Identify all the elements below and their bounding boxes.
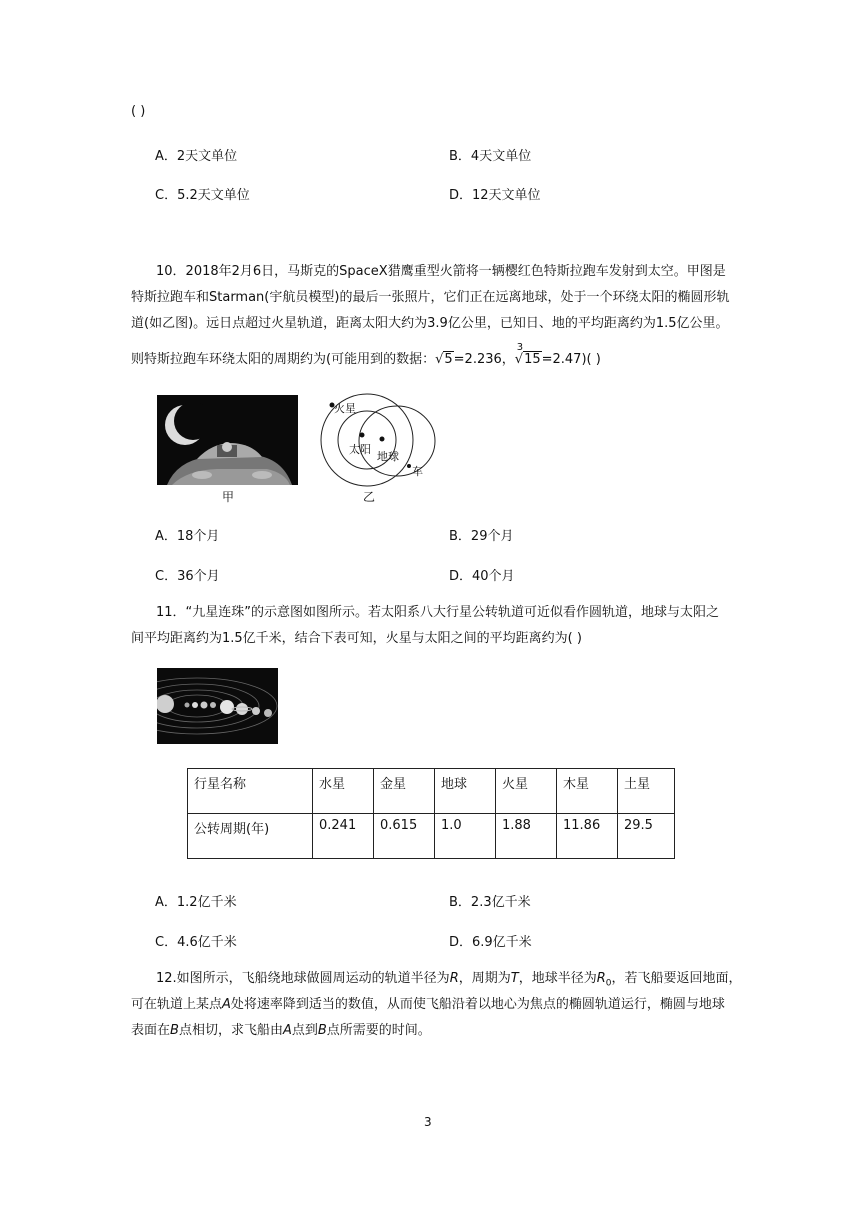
q12-text: 点所需要的时间。 (326, 1023, 431, 1038)
var-b: B (170, 1023, 179, 1038)
table-cell: 地球 (435, 769, 496, 814)
cbrt-15-radicand: 15 (524, 352, 541, 367)
q12-text: 点相切，求飞船由 (178, 1023, 283, 1038)
q11-line-1: 11．“九星连珠”的示意图如图所示。若太阳系八大行星公转轨道可近似看作圆轨道，地球与太阳之 (156, 605, 720, 620)
q12-text: 处将速率降到适当的数值，从而使飞船沿着以地心为焦点的椭圆轨道运行，椭圆与地球 (230, 997, 725, 1012)
var-t: T (510, 971, 519, 986)
var-r0-subscript: 0 (605, 978, 612, 989)
label-car: 车 (412, 465, 423, 478)
q9-option-b: B．4天文单位 (449, 149, 532, 164)
var-a: A (222, 997, 231, 1012)
q11-option-b: B．2.3亿千米 (449, 895, 531, 910)
var-r0: R (596, 971, 606, 986)
q9-option-c: C．5.2天文单位 (155, 188, 250, 203)
table-cell: 火星 (496, 769, 557, 814)
table-cell: 0.241 (313, 814, 374, 859)
q10-line-2: 特斯拉跑车和Starman(宇航员模型)的最后一张照片，它们正在远离地球，处于一个环绕太阳的椭圆形轨 (131, 290, 730, 305)
table-cell: 公转周期(年) (188, 814, 313, 859)
q12-line-1 (156, 970, 742, 993)
q10-option-b: B．29个月 (449, 529, 514, 544)
q12-text: 可在轨道上某点 (131, 997, 223, 1012)
q10-eq1: =2.236， (453, 352, 515, 367)
q10-eq2: =2.47)( ) (541, 352, 601, 367)
q10-line-1: 10．2018年2月6日，马斯克的SpaceX猎鹰重型火箭将一辆樱红色特斯拉跑车发射到太空。甲图是 (156, 264, 726, 279)
q11-option-c: C．4.6亿千米 (155, 935, 237, 950)
table-cell: 0.615 (374, 814, 435, 859)
q10-line-3: 道(如乙图)。远日点超过火星轨道，距离太阳大约为3.9亿公里，已知日、地的平均距离约为1.5亿公里。 (131, 316, 729, 331)
table-cell: 木星 (557, 769, 618, 814)
table-row (188, 814, 675, 859)
q12-line-2 (131, 996, 725, 1014)
table-cell: 11.86 (557, 814, 618, 859)
cbrt-15-expression: 3 √15 (515, 351, 542, 369)
q9-option-a: A．2天文单位 (155, 149, 238, 164)
var-r: R (449, 971, 459, 986)
table-cell: 土星 (618, 769, 675, 814)
q12-text: ，地球半径为 (518, 971, 597, 986)
sqrt-5-radicand: 5 (444, 352, 453, 367)
q10-option-d: D．40个月 (449, 569, 515, 584)
label-sun: 太阳 (349, 443, 371, 456)
q12-line-3 (131, 1022, 431, 1040)
label-earth: 地球 (377, 450, 399, 463)
table-cell: 水星 (313, 769, 374, 814)
q9-answer-paren: ( ) (131, 104, 146, 119)
table-cell: 1.88 (496, 814, 557, 859)
var-a: A (282, 1023, 292, 1038)
cbrt-index: 3 (516, 342, 524, 353)
tesla-photo (157, 395, 298, 485)
table-cell: 1.0 (435, 814, 496, 859)
figure-yi-caption: 乙 (363, 490, 376, 504)
q12-text: ，周期为 (458, 971, 511, 986)
q12-text: 点到 (291, 1023, 318, 1038)
q11-option-a: A．1.2亿千米 (155, 895, 237, 910)
figure-jia-caption: 甲 (222, 490, 235, 504)
q11-option-d: D．6.9亿千米 (449, 935, 532, 950)
q10-option-c: C．36个月 (155, 569, 220, 584)
sqrt-5-expression: √5 (435, 352, 453, 367)
q11-line-2: 间平均距离约为1.5亿千米，结合下表可知，火星与太阳之间的平均距离约为( ) (131, 631, 582, 646)
table-cell: 金星 (374, 769, 435, 814)
q12-text: ，若飞船要返回地面， (611, 971, 742, 986)
q10-option-a: A．18个月 (155, 529, 220, 544)
page-number: 3 (424, 1115, 432, 1129)
q10-line-4-text: 则特斯拉跑车环绕太阳的周期约为(可能用到的数据： (131, 352, 436, 367)
table-cell: 行星名称 (188, 769, 313, 814)
var-b: B (317, 1023, 327, 1038)
table-header-row (188, 769, 675, 814)
planets-alignment-image (157, 668, 278, 744)
label-mars: 火星 (334, 402, 356, 415)
q12-text: 12.如图所示，飞船绕地球做圆周运动的轨道半径为 (156, 971, 450, 986)
table-cell: 29.5 (618, 814, 675, 859)
planet-period-table (187, 768, 675, 859)
q10-line-4 (131, 342, 601, 369)
q9-option-d: D．12天文单位 (449, 188, 541, 203)
q12-text: 表面在 (131, 1023, 171, 1038)
